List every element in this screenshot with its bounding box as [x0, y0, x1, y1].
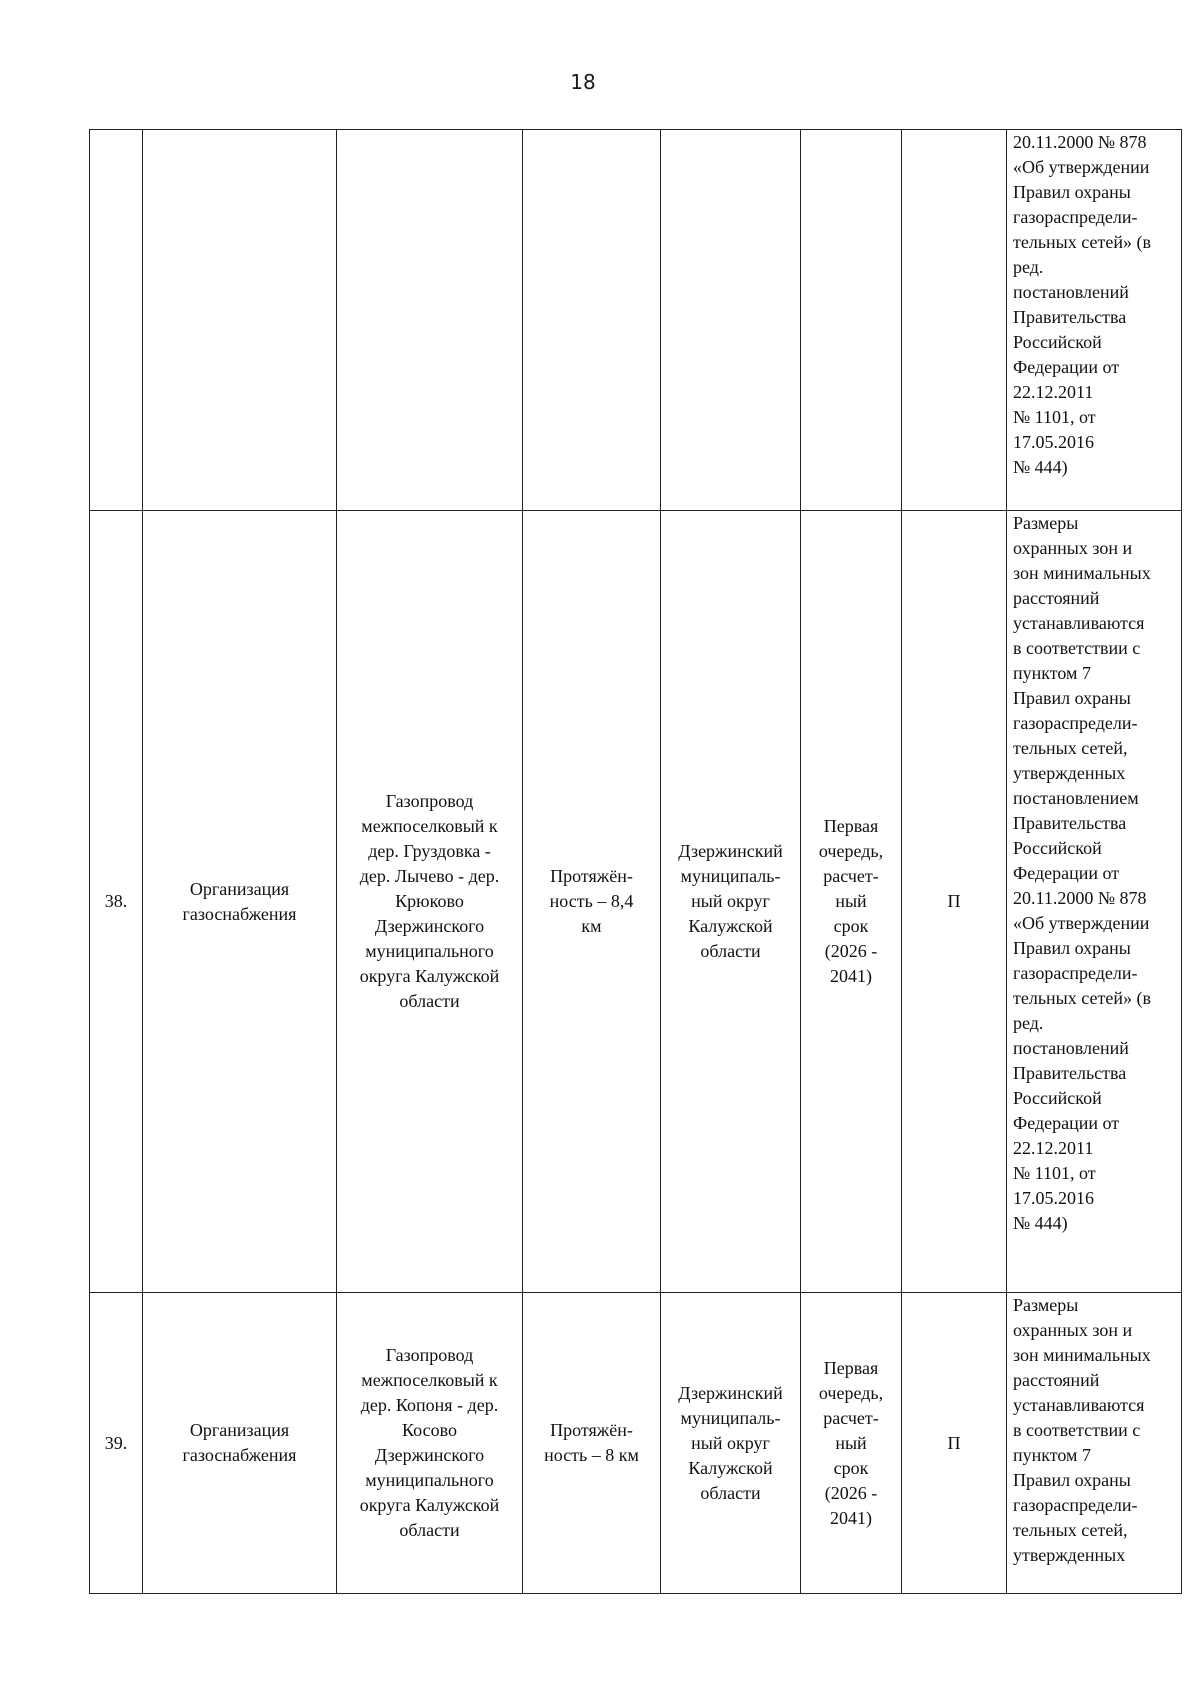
zone-description-cell: 20.11.2000 № 878 «Об утверждении Правил охраны газораспредели- тельных сетей» (в ред. постановлений Правительства Российской Федерации от 22.12.2011 № 1101, от 17.05.2016 № 444) — [1007, 130, 1182, 511]
status-cell: П — [902, 1293, 1007, 1594]
row-number-cell: 39. — [90, 1293, 143, 1594]
location-cell: Дзержинский муниципаль- ный округ Калужской области — [661, 1293, 801, 1594]
zone-description-cell: Размеры охранных зон и зон минимальных расстояний устанавливаются в соответствии с пунктом 7 Правил охраны газораспредели- тельных сетей, утвержденных — [1007, 1293, 1182, 1594]
location-cell — [661, 130, 801, 511]
term-cell: Первая очередь, расчет- ный срок (2026 - 2041) — [801, 511, 902, 1293]
object-name-cell: Газопровод межпоселковый к дер. Груздовка - дер. Лычево - дер. Крюково Дзержинского муниципального округа Калужской области — [337, 511, 523, 1293]
purpose-cell — [143, 130, 337, 511]
table-row — [90, 130, 1182, 511]
status-cell: П — [902, 511, 1007, 1293]
term-cell: Первая очередь, расчет- ный срок (2026 - 2041) — [801, 1293, 902, 1594]
row-number-cell — [90, 130, 143, 511]
object-name-cell — [337, 130, 523, 511]
characteristics-cell: Протяжён- ность – 8,4 км — [523, 511, 661, 1293]
objects-table — [89, 129, 1182, 1594]
purpose-cell: Организация газоснабжения — [143, 511, 337, 1293]
status-cell — [902, 130, 1007, 511]
location-cell: Дзержинский муниципаль- ный округ Калужской области — [661, 511, 801, 1293]
row-number-cell: 38. — [90, 511, 143, 1293]
object-name-cell: Газопровод межпоселковый к дер. Копоня - дер. Косово Дзержинского муниципального округа Калужской области — [337, 1293, 523, 1594]
characteristics-cell: Протяжён- ность – 8 км — [523, 1293, 661, 1594]
characteristics-cell — [523, 130, 661, 511]
zone-description-cell: Размеры охранных зон и зон минимальных расстояний устанавливаются в соответствии с пунктом 7 Правил охраны газораспредели- тельных сетей, утвержденных постановлением Правительства Российской Федерации от 20.11.2000 № 878 «Об утверждении Правил охраны газораспредели- тельных сетей» (в ред. постановлений Правительства Российской Федерации от 22.12.2011 № 1101, от 17.05.2016 № 444) — [1007, 511, 1182, 1293]
term-cell — [801, 130, 902, 511]
purpose-cell: Организация газоснабжения — [143, 1293, 337, 1594]
table-row — [90, 511, 1182, 1293]
page-number: 18 — [570, 70, 596, 94]
table-row — [90, 1293, 1182, 1594]
